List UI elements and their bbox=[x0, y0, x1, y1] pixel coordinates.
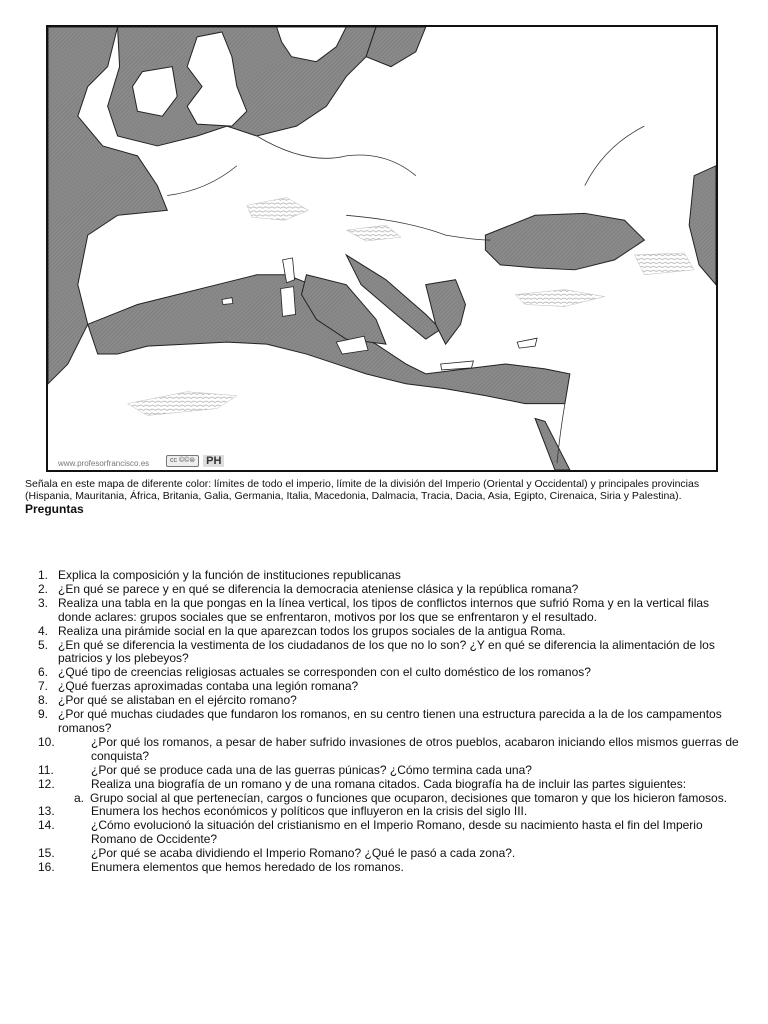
question-item: 10. ¿Por qué los romanos, a pesar de haber sufrido invasiones de otros pueblos, acabaron iniciando ellos mismos guerras de conquista? bbox=[38, 734, 739, 763]
license-badges bbox=[166, 455, 224, 467]
question-item: 11. ¿Por qué se produce cada una de las guerras púnicas? ¿Cómo termina cada una? bbox=[38, 762, 532, 777]
question-item: 9. ¿Por qué muchas ciudades que fundaron los romanos, en su centro tienen una estructura parecida a la de los campamentos romanos? bbox=[38, 707, 722, 735]
cc-license-badge: cc ©©⊜ bbox=[166, 455, 199, 467]
section-title: Preguntas bbox=[25, 502, 84, 516]
question-item: 15. ¿Por qué se acaba dividiendo el Imperio Romano? ¿Qué le pasó a cada zona?. bbox=[38, 846, 516, 861]
map-credit: www.profesorfrancisco.es bbox=[58, 459, 150, 468]
question-item: 5. ¿En qué se diferencia la vestimenta de los ciudadanos de los que no lo son? ¿Y en qué se diferencia la alimentación de los patricios y los plebeyos? bbox=[38, 637, 715, 666]
question-item: 4. Realiza una pirámide social en la que aparezcan todos los grupos sociales de la antigua Roma. bbox=[38, 623, 566, 638]
ph-logo: PH bbox=[203, 455, 224, 467]
question-item: 8. ¿Por qué se alistaban en el ejército romano? bbox=[38, 693, 297, 708]
question-item: 3. Realiza una tabla en la que pongas en la línea vertical, los tipos de conflictos internos que sufrió Roma y en la vertical filas donde aclares: grupos sociales que se enfrentaron, motivos por los que se enfrentaron y el resultado. bbox=[38, 595, 710, 624]
question-item: 12. Realiza una biografía de un romano y de una romana citados. Cada biografía ha de incluir las partes siguientes: bbox=[38, 776, 687, 791]
question-sub-item: a. Grupo social al que pertenecían, cargos o funciones que ocuparon, decisiones que tomaron y que los hicieron famosos. bbox=[74, 790, 728, 805]
question-item: 7. ¿Qué fuerzas aproximadas contaba una legión romana? bbox=[38, 679, 359, 694]
question-item: 13. Enumera los hechos económicos y políticos que influyeron en la crisis del siglo III. bbox=[38, 804, 528, 819]
question-item: 1. Explica la composición y la función de instituciones republicanas bbox=[38, 568, 401, 582]
map-drawing bbox=[48, 27, 716, 470]
question-item: 2. ¿En qué se parece y en qué se diferencia la democracia ateniense clásica y la república romana? bbox=[38, 581, 579, 596]
question-item: 6. ¿Qué tipo de creencias religiosas actuales se corresponden con el culto doméstico de los romanos? bbox=[38, 665, 591, 680]
map-instructions: Señala en este mapa de diferente color: límites de todo el imperio, límite de la división del Imperio (Oriental y Occidental) y principales provincias (Hispania, Mauritania, África, Britania, Galia, Germania, Italia, Macedonia, Dalmacia, Tracia, Dacia, Asia, Egipto, Cirenaica, Siria y Palestina). bbox=[25, 478, 700, 502]
question-item: 16. Enumera elementos que hemos heredado de los romanos. bbox=[38, 860, 404, 875]
question-list bbox=[38, 569, 743, 875]
roman-empire-map bbox=[46, 25, 718, 472]
question-item: 14. ¿Cómo evolucionó la situación del cristianismo en el Imperio Romano, desde su nacimiento hasta el fin del Imperio Romano de Occidente? bbox=[38, 818, 703, 847]
